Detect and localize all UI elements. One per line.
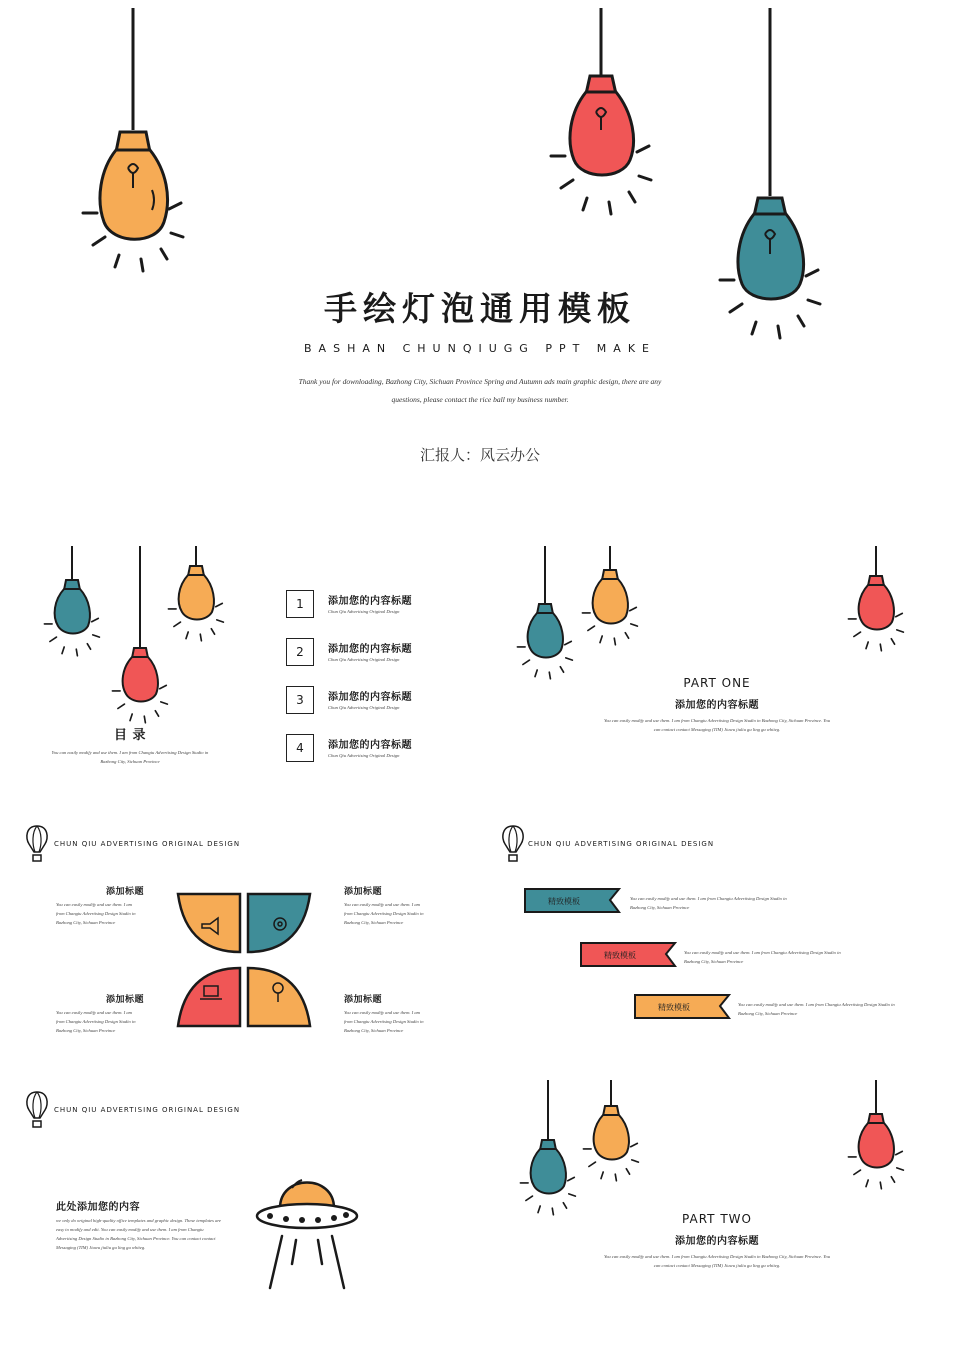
block-text: You can easily modify and use them. I am xyxy=(56,902,133,907)
part-two-description-line-1: You can easily modify and use them. I am from Changiu Advertising Design Studio in Bazhong City, Sichuan Province. You xyxy=(603,1254,831,1259)
toc-item-title: 添加您的内容标题 xyxy=(328,644,412,655)
part-two-slide xyxy=(482,1070,960,1340)
petals-slide xyxy=(0,800,478,1062)
ribbon-text: You can easily modify and use them. I am from Changiu Advertising Design Studio in xyxy=(738,1002,895,1007)
block-title: 添加标题 xyxy=(344,887,383,897)
toc-number-box: 1 xyxy=(286,590,314,618)
toc-item-title: 添加您的内容标题 xyxy=(328,596,412,607)
ribbon-text: Bazhong City, Sichuan Province xyxy=(738,1011,798,1016)
cover-description-line-1: Thank you for downloading, Bazhong City, Sichuan Province Spring and Autumn ads main graphic design, there are any xyxy=(298,377,662,386)
part-two-title: 添加您的内容标题 xyxy=(675,1236,759,1247)
orange-bulb-icon xyxy=(168,546,223,641)
ribbon-text: Bazhong City, Sichuan Province xyxy=(684,959,744,964)
block-text: You can easily modify and use them. I am xyxy=(344,902,421,907)
ribbon-text: You can easily modify and use them. I am from Changiu Advertising Design Studio in xyxy=(630,896,787,901)
part-two-bulbs-illustration xyxy=(482,1070,960,1220)
toc-description-line-1: You can easily modify and use them. I am from Changiu Advertising Design Studio in xyxy=(51,750,209,755)
part-one-description-line-1: You can easily modify and use them. I am from Changiu Advertising Design Studio in Bazhong City, Sichuan Province. You xyxy=(603,718,831,723)
teal-bulb-icon xyxy=(517,546,572,679)
toc-item-caption: Chun Qiu Advertising Original Design xyxy=(328,705,400,710)
ribbon-label: 精致模板 xyxy=(658,1003,690,1012)
cover-description-line-2: questions, please contact the rice ball my business number. xyxy=(391,395,569,404)
block-text: Bazhong City, Sichuan Province xyxy=(56,920,116,925)
hot-air-balloon-icon xyxy=(500,824,526,864)
toc-heading: 目 录 xyxy=(113,728,147,743)
cover-slide xyxy=(0,0,960,505)
ribbon-label: 精致模板 xyxy=(604,951,636,960)
toc-item-caption: Chun Qiu Advertising Original Design xyxy=(328,609,400,614)
toc-slide xyxy=(0,530,478,792)
part-two-description-line-2: can contact contact Messaging (TIM) Jiuwu jiuliu gu ling gu whiteg. xyxy=(653,1263,781,1268)
teal-bulb-icon xyxy=(520,1080,575,1215)
petal-diagram xyxy=(170,888,320,1038)
part-one-label: PART ONE xyxy=(683,676,751,690)
block-text: Bazhong City, Sichuan Province xyxy=(344,920,404,925)
block-text: You can easily modify and use them. I am xyxy=(344,1010,421,1015)
part-one-slide xyxy=(482,530,960,792)
block-text: from Changiu Advertising Design Studio in xyxy=(56,1019,136,1024)
toc-bulbs-illustration xyxy=(0,530,260,730)
block-text: from Changiu Advertising Design Studio in xyxy=(56,911,136,916)
ufo-text: easy to modify and edit. You can easily modify and use them. I am from Changiu xyxy=(56,1227,204,1232)
toc-number-box: 2 xyxy=(286,638,314,666)
petal-orange-bottom-right xyxy=(248,968,310,1026)
block-text: from Changiu Advertising Design Studio in xyxy=(344,1019,424,1024)
red-bulb-icon xyxy=(848,546,903,651)
toc-number-box: 3 xyxy=(286,686,314,714)
part-one-description-line-2: can contact contact Messaging (TIM) Jiuwu jiuliu gu ling gu whiteg. xyxy=(653,727,781,732)
block-title: 添加标题 xyxy=(344,995,383,1005)
block-text: Bazhong City, Sichuan Province xyxy=(344,1028,404,1033)
orange-bulb-icon xyxy=(83,8,183,271)
part-two-label: PART TWO xyxy=(682,1212,752,1226)
block-text: from Changiu Advertising Design Studio in xyxy=(344,911,424,916)
ribbon-text: Bazhong City, Sichuan Province xyxy=(630,905,690,910)
toc-item-title: 添加您的内容标题 xyxy=(328,692,412,703)
ribbons-header: CHUN QIU ADVERTISING ORIGINAL DESIGN xyxy=(528,840,715,848)
orange-bulb-icon xyxy=(582,546,637,645)
ribbons-slide xyxy=(482,800,960,1062)
ufo-text: Advertising Design Studio in Bazhong City, Sichuan Province. You can contact contact xyxy=(56,1236,216,1241)
red-bulb-icon xyxy=(551,8,651,214)
teal-bulb-icon xyxy=(44,546,99,656)
reporter-name: 汇报人：风云办公 xyxy=(419,446,540,464)
orange-bulb-icon xyxy=(583,1080,638,1181)
petal-red-bottom-left xyxy=(178,968,240,1026)
ribbon-text: You can easily modify and use them. I am from Changiu Advertising Design Studio in xyxy=(684,950,841,955)
ufo-text: Messaging (TIM) Jiuwu jiuliu gu ling gu whiteg. xyxy=(56,1245,146,1250)
toc-item-caption: Chun Qiu Advertising Original Design xyxy=(328,657,400,662)
cover-subtitle: BASHAN CHUNQIUGG PPT MAKE xyxy=(304,342,656,355)
hot-air-balloon-icon xyxy=(24,1090,50,1130)
block-text: Bazhong City, Sichuan Province xyxy=(56,1028,116,1033)
part-one-title: 添加您的内容标题 xyxy=(675,700,759,711)
block-title: 添加标题 xyxy=(106,887,145,897)
ufo-slide xyxy=(0,1070,478,1340)
hot-air-balloon-icon xyxy=(24,824,50,864)
block-title: 添加标题 xyxy=(106,995,145,1005)
red-bulb-icon xyxy=(112,546,167,723)
toc-description-line-2: Bazhong City, Sichuan Province xyxy=(100,759,160,764)
ufo-text: we only do original high-quality office templates and graphic design. These templates are xyxy=(56,1218,222,1223)
ribbon-label: 精致模板 xyxy=(548,897,580,906)
petal-orange-top-left xyxy=(178,894,240,952)
petals-header: CHUN QIU ADVERTISING ORIGINAL DESIGN xyxy=(54,840,241,848)
ufo-header: CHUN QIU ADVERTISING ORIGINAL DESIGN xyxy=(54,1106,241,1114)
toc-number-box: 4 xyxy=(286,734,314,762)
cover-bulbs-illustration xyxy=(0,0,960,505)
cover-title: 手绘灯泡通用模板 xyxy=(324,289,636,328)
red-bulb-icon xyxy=(848,1080,903,1189)
toc-item-title: 添加您的内容标题 xyxy=(328,740,412,751)
block-text: You can easily modify and use them. I am xyxy=(56,1010,133,1015)
ufo-title: 此处添加您的内容 xyxy=(56,1202,140,1213)
toc-item-caption: Chun Qiu Advertising Original Design xyxy=(328,753,400,758)
ufo-icon xyxy=(252,1154,362,1292)
